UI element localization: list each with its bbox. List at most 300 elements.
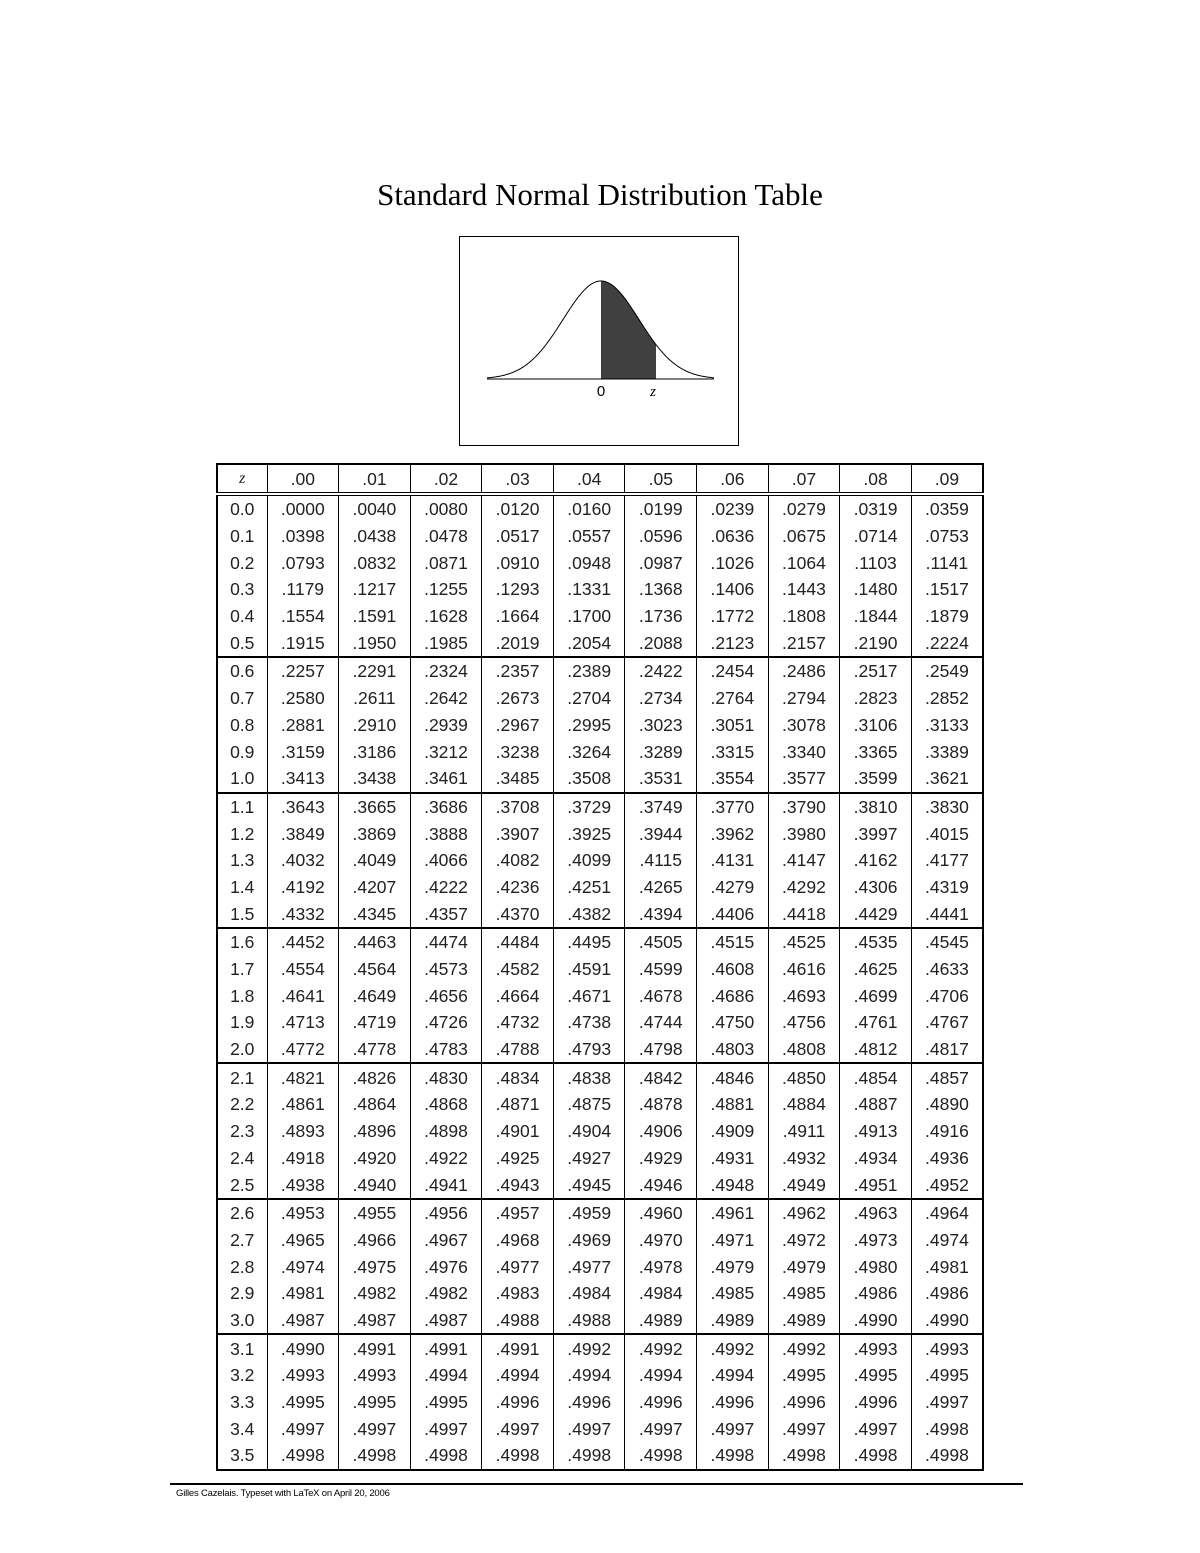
table-cell: .4986 bbox=[840, 1280, 912, 1307]
table-cell: .4982 bbox=[410, 1280, 482, 1307]
table-cell: .1064 bbox=[768, 549, 840, 576]
table-row bbox=[217, 1253, 983, 1280]
table-cell: .4868 bbox=[410, 1091, 482, 1118]
table-cell: .4932 bbox=[768, 1145, 840, 1172]
table-cell: .4049 bbox=[339, 847, 411, 874]
table-cell: .4279 bbox=[697, 874, 769, 901]
table-cell: .4995 bbox=[267, 1389, 339, 1416]
table-cell: .4292 bbox=[768, 874, 840, 901]
table-cell: .1554 bbox=[267, 603, 339, 630]
table-cell: .4699 bbox=[840, 982, 912, 1009]
table-cell: .4991 bbox=[482, 1334, 554, 1362]
table-cell: .2642 bbox=[410, 685, 482, 712]
row-z-value: 0.1 bbox=[217, 523, 267, 550]
table-cell: .2704 bbox=[553, 685, 625, 712]
row-z-value: 1.4 bbox=[217, 874, 267, 901]
table-cell: .2794 bbox=[768, 685, 840, 712]
table-cell: .2764 bbox=[697, 685, 769, 712]
row-z-value: 2.9 bbox=[217, 1280, 267, 1307]
row-z-value: 0.2 bbox=[217, 549, 267, 576]
shaded-area bbox=[601, 281, 656, 379]
table-cell: .4772 bbox=[267, 1036, 339, 1064]
table-cell: .2291 bbox=[339, 657, 411, 685]
table-cell: .3997 bbox=[840, 820, 912, 847]
table-cell: .4265 bbox=[625, 874, 697, 901]
table-row bbox=[217, 765, 983, 793]
table-cell: .4441 bbox=[911, 900, 983, 928]
row-z-value: 2.3 bbox=[217, 1118, 267, 1145]
table-cell: .2224 bbox=[911, 629, 983, 657]
table-cell: .3749 bbox=[625, 793, 697, 821]
table-cell: .4162 bbox=[840, 847, 912, 874]
table-cell: .3133 bbox=[911, 712, 983, 739]
table-cell: .4147 bbox=[768, 847, 840, 874]
table-cell: .2357 bbox=[482, 657, 554, 685]
row-z-value: 1.1 bbox=[217, 793, 267, 821]
table-cell: .3051 bbox=[697, 712, 769, 739]
table-cell: .4985 bbox=[697, 1280, 769, 1307]
column-header: .06 bbox=[697, 464, 769, 494]
table-cell: .4918 bbox=[267, 1145, 339, 1172]
table-cell: .0714 bbox=[840, 523, 912, 550]
table-row bbox=[217, 1063, 983, 1091]
table-cell: .1103 bbox=[840, 549, 912, 576]
table-cell: .2454 bbox=[697, 657, 769, 685]
table-cell: .3810 bbox=[840, 793, 912, 821]
table-cell: .1293 bbox=[482, 576, 554, 603]
table-cell: .0438 bbox=[339, 523, 411, 550]
table-cell: .4989 bbox=[768, 1307, 840, 1335]
table-cell: .3438 bbox=[339, 765, 411, 793]
table-cell: .4998 bbox=[553, 1442, 625, 1470]
table-cell: .0160 bbox=[553, 494, 625, 523]
table-cell: .4988 bbox=[553, 1307, 625, 1335]
table-cell: .4968 bbox=[482, 1227, 554, 1254]
table-cell: .1480 bbox=[840, 576, 912, 603]
table-cell: .4913 bbox=[840, 1118, 912, 1145]
table-cell: .2580 bbox=[267, 685, 339, 712]
table-row bbox=[217, 982, 983, 1009]
table-cell: .4980 bbox=[840, 1253, 912, 1280]
table-cell: .4973 bbox=[840, 1227, 912, 1254]
table-cell: .4952 bbox=[911, 1171, 983, 1199]
table-cell: .1368 bbox=[625, 576, 697, 603]
table-cell: .0319 bbox=[840, 494, 912, 523]
table-cell: .3554 bbox=[697, 765, 769, 793]
table-cell: .3289 bbox=[625, 738, 697, 765]
table-cell: .4979 bbox=[697, 1253, 769, 1280]
table-cell: .4997 bbox=[625, 1415, 697, 1442]
table-cell: .4846 bbox=[697, 1063, 769, 1091]
table-cell: .4649 bbox=[339, 982, 411, 1009]
table-row bbox=[217, 1009, 983, 1036]
table-row bbox=[217, 576, 983, 603]
footer-credit: Gilles Cazelais. Typeset with LaTeX on April 20, 2006 bbox=[176, 1488, 390, 1499]
table-row bbox=[217, 1280, 983, 1307]
column-header: .04 bbox=[553, 464, 625, 494]
table-cell: .4996 bbox=[625, 1389, 697, 1416]
row-z-value: 2.1 bbox=[217, 1063, 267, 1091]
table-cell: .3365 bbox=[840, 738, 912, 765]
zero-label: 0 bbox=[596, 383, 606, 400]
table-cell: .4945 bbox=[553, 1171, 625, 1199]
table-cell: .4940 bbox=[339, 1171, 411, 1199]
table-cell: .0080 bbox=[410, 494, 482, 523]
table-cell: .4911 bbox=[768, 1118, 840, 1145]
table-cell: .4955 bbox=[339, 1199, 411, 1227]
table-cell: .4962 bbox=[768, 1199, 840, 1227]
row-z-value: 2.4 bbox=[217, 1145, 267, 1172]
table-cell: .4998 bbox=[697, 1442, 769, 1470]
table-cell: .4998 bbox=[768, 1442, 840, 1470]
table-cell: .4934 bbox=[840, 1145, 912, 1172]
table-cell: .4706 bbox=[911, 982, 983, 1009]
table-cell: .4115 bbox=[625, 847, 697, 874]
z-table bbox=[216, 463, 984, 1471]
table-cell: .3980 bbox=[768, 820, 840, 847]
column-header: .09 bbox=[911, 464, 983, 494]
table-cell: .4236 bbox=[482, 874, 554, 901]
table-cell: .1844 bbox=[840, 603, 912, 630]
table-cell: .1985 bbox=[410, 629, 482, 657]
table-cell: .3790 bbox=[768, 793, 840, 821]
table-cell: .4953 bbox=[267, 1199, 339, 1227]
z-label: z bbox=[650, 384, 656, 400]
table-cell: .4993 bbox=[840, 1334, 912, 1362]
table-cell: .4987 bbox=[410, 1307, 482, 1335]
table-cell: .4812 bbox=[840, 1036, 912, 1064]
table-cell: .4357 bbox=[410, 900, 482, 928]
table-cell: .4994 bbox=[625, 1362, 697, 1389]
table-cell: .4582 bbox=[482, 956, 554, 983]
table-cell: .4545 bbox=[911, 928, 983, 956]
table-cell: .4949 bbox=[768, 1171, 840, 1199]
table-cell: .4963 bbox=[840, 1199, 912, 1227]
table-cell: .2324 bbox=[410, 657, 482, 685]
row-z-value: 0.5 bbox=[217, 629, 267, 657]
table-cell: .4719 bbox=[339, 1009, 411, 1036]
table-cell: .4990 bbox=[911, 1307, 983, 1335]
table-cell: .4995 bbox=[410, 1389, 482, 1416]
table-cell: .3686 bbox=[410, 793, 482, 821]
table-cell: .1443 bbox=[768, 576, 840, 603]
table-cell: .3888 bbox=[410, 820, 482, 847]
table-row bbox=[217, 847, 983, 874]
table-cell: .4686 bbox=[697, 982, 769, 1009]
table-cell: .4625 bbox=[840, 956, 912, 983]
row-z-value: 2.6 bbox=[217, 1199, 267, 1227]
table-cell: .4884 bbox=[768, 1091, 840, 1118]
column-header: .07 bbox=[768, 464, 840, 494]
table-cell: .3023 bbox=[625, 712, 697, 739]
row-z-value: 1.5 bbox=[217, 900, 267, 928]
table-cell: .3729 bbox=[553, 793, 625, 821]
table-header-row bbox=[217, 464, 983, 494]
table-cell: .4976 bbox=[410, 1253, 482, 1280]
table-cell: .4131 bbox=[697, 847, 769, 874]
table-cell: .4975 bbox=[339, 1253, 411, 1280]
table-cell: .4608 bbox=[697, 956, 769, 983]
table-cell: .4997 bbox=[840, 1415, 912, 1442]
table-row bbox=[217, 523, 983, 550]
table-cell: .1517 bbox=[911, 576, 983, 603]
table-cell: .4959 bbox=[553, 1199, 625, 1227]
table-cell: .4177 bbox=[911, 847, 983, 874]
table-cell: .4998 bbox=[267, 1442, 339, 1470]
table-cell: .4463 bbox=[339, 928, 411, 956]
column-header: .00 bbox=[267, 464, 339, 494]
table-cell: .4922 bbox=[410, 1145, 482, 1172]
table-cell: .4842 bbox=[625, 1063, 697, 1091]
table-cell: .4936 bbox=[911, 1145, 983, 1172]
table-cell: .4997 bbox=[697, 1415, 769, 1442]
table-cell: .3508 bbox=[553, 765, 625, 793]
table-cell: .4906 bbox=[625, 1118, 697, 1145]
table-cell: .3770 bbox=[697, 793, 769, 821]
table-cell: .4965 bbox=[267, 1227, 339, 1254]
table-cell: .0987 bbox=[625, 549, 697, 576]
table-cell: .4345 bbox=[339, 900, 411, 928]
table-cell: .1736 bbox=[625, 603, 697, 630]
table-cell: .4671 bbox=[553, 982, 625, 1009]
table-cell: .4931 bbox=[697, 1145, 769, 1172]
table-cell: .4987 bbox=[267, 1307, 339, 1335]
table-cell: .2939 bbox=[410, 712, 482, 739]
table-cell: .4998 bbox=[840, 1442, 912, 1470]
row-z-value: 0.8 bbox=[217, 712, 267, 739]
table-cell: .3665 bbox=[339, 793, 411, 821]
table-cell: .4664 bbox=[482, 982, 554, 1009]
table-cell: .4394 bbox=[625, 900, 697, 928]
row-z-value: 3.3 bbox=[217, 1389, 267, 1416]
table-cell: .1217 bbox=[339, 576, 411, 603]
table-cell: .4988 bbox=[482, 1307, 554, 1335]
table-cell: .4826 bbox=[339, 1063, 411, 1091]
row-z-value: 2.2 bbox=[217, 1091, 267, 1118]
table-cell: .1406 bbox=[697, 576, 769, 603]
table-cell: .2995 bbox=[553, 712, 625, 739]
table-cell: .4678 bbox=[625, 982, 697, 1009]
table-cell: .2019 bbox=[482, 629, 554, 657]
table-cell: .4995 bbox=[339, 1389, 411, 1416]
row-z-value: 3.0 bbox=[217, 1307, 267, 1335]
table-cell: .4854 bbox=[840, 1063, 912, 1091]
table-cell: .2517 bbox=[840, 657, 912, 685]
table-cell: .4990 bbox=[267, 1334, 339, 1362]
table-cell: .4948 bbox=[697, 1171, 769, 1199]
table-row bbox=[217, 549, 983, 576]
page-title: Standard Normal Distribution Table bbox=[377, 176, 823, 212]
table-cell: .2910 bbox=[339, 712, 411, 739]
table-cell: .1591 bbox=[339, 603, 411, 630]
table-cell: .4977 bbox=[482, 1253, 554, 1280]
table-cell: .4738 bbox=[553, 1009, 625, 1036]
table-row bbox=[217, 1171, 983, 1199]
normal-curve-figure bbox=[459, 236, 739, 446]
table-cell: .3461 bbox=[410, 765, 482, 793]
table-row bbox=[217, 629, 983, 657]
column-header: .03 bbox=[482, 464, 554, 494]
row-z-value: 3.2 bbox=[217, 1362, 267, 1389]
table-cell: .3708 bbox=[482, 793, 554, 821]
table-cell: .0948 bbox=[553, 549, 625, 576]
table-cell: .0793 bbox=[267, 549, 339, 576]
table-cell: .4925 bbox=[482, 1145, 554, 1172]
table-cell: .4974 bbox=[267, 1253, 339, 1280]
table-cell: .4998 bbox=[911, 1415, 983, 1442]
table-cell: .4783 bbox=[410, 1036, 482, 1064]
table-cell: .4484 bbox=[482, 928, 554, 956]
row-z-value: 1.9 bbox=[217, 1009, 267, 1036]
table-cell: .4997 bbox=[482, 1415, 554, 1442]
table-cell: .4956 bbox=[410, 1199, 482, 1227]
table-cell: .1026 bbox=[697, 549, 769, 576]
table-cell: .4515 bbox=[697, 928, 769, 956]
table-cell: .4964 bbox=[911, 1199, 983, 1227]
row-z-value: 2.0 bbox=[217, 1036, 267, 1064]
table-cell: .4591 bbox=[553, 956, 625, 983]
table-cell: .4982 bbox=[339, 1280, 411, 1307]
table-row bbox=[217, 1091, 983, 1118]
table-cell: .4838 bbox=[553, 1063, 625, 1091]
table-cell: .4901 bbox=[482, 1118, 554, 1145]
table-cell: .3907 bbox=[482, 820, 554, 847]
table-cell: .4920 bbox=[339, 1145, 411, 1172]
table-cell: .1255 bbox=[410, 576, 482, 603]
table-cell: .4997 bbox=[553, 1415, 625, 1442]
table-cell: .4972 bbox=[768, 1227, 840, 1254]
table-cell: .3962 bbox=[697, 820, 769, 847]
table-cell: .3264 bbox=[553, 738, 625, 765]
table-cell: .1950 bbox=[339, 629, 411, 657]
row-z-value: 2.7 bbox=[217, 1227, 267, 1254]
table-cell: .3106 bbox=[840, 712, 912, 739]
table-cell: .4957 bbox=[482, 1199, 554, 1227]
table-cell: .4998 bbox=[482, 1442, 554, 1470]
table-cell: .1915 bbox=[267, 629, 339, 657]
table-row bbox=[217, 1334, 983, 1362]
table-cell: .2486 bbox=[768, 657, 840, 685]
table-cell: .4656 bbox=[410, 982, 482, 1009]
table-row bbox=[217, 1227, 983, 1254]
table-cell: .4808 bbox=[768, 1036, 840, 1064]
table-cell: .2088 bbox=[625, 629, 697, 657]
table-cell: .4803 bbox=[697, 1036, 769, 1064]
table-cell: .4896 bbox=[339, 1118, 411, 1145]
table-cell: .4951 bbox=[840, 1171, 912, 1199]
table-cell: .4726 bbox=[410, 1009, 482, 1036]
table-cell: .4633 bbox=[911, 956, 983, 983]
table-cell: .3621 bbox=[911, 765, 983, 793]
row-z-value: 3.1 bbox=[217, 1334, 267, 1362]
table-cell: .4251 bbox=[553, 874, 625, 901]
row-z-value: 2.8 bbox=[217, 1253, 267, 1280]
table-cell: .2123 bbox=[697, 629, 769, 657]
table-cell: .4857 bbox=[911, 1063, 983, 1091]
table-cell: .2734 bbox=[625, 685, 697, 712]
table-cell: .4850 bbox=[768, 1063, 840, 1091]
table-cell: .3485 bbox=[482, 765, 554, 793]
table-cell: .3159 bbox=[267, 738, 339, 765]
table-cell: .4946 bbox=[625, 1171, 697, 1199]
table-cell: .0000 bbox=[267, 494, 339, 523]
table-cell: .4474 bbox=[410, 928, 482, 956]
table-cell: .4554 bbox=[267, 956, 339, 983]
table-cell: .3186 bbox=[339, 738, 411, 765]
table-cell: .1700 bbox=[553, 603, 625, 630]
column-header-z: z bbox=[217, 464, 267, 494]
footer-divider bbox=[170, 1483, 1023, 1485]
table-cell: .4616 bbox=[768, 956, 840, 983]
row-z-value: 1.6 bbox=[217, 928, 267, 956]
table-cell: .4099 bbox=[553, 847, 625, 874]
column-header: .08 bbox=[840, 464, 912, 494]
row-z-value: 3.5 bbox=[217, 1442, 267, 1470]
table-cell: .3212 bbox=[410, 738, 482, 765]
table-cell: .4992 bbox=[553, 1334, 625, 1362]
table-cell: .4967 bbox=[410, 1227, 482, 1254]
table-cell: .2157 bbox=[768, 629, 840, 657]
table-cell: .4429 bbox=[840, 900, 912, 928]
table-cell: .0596 bbox=[625, 523, 697, 550]
table-cell: .4998 bbox=[410, 1442, 482, 1470]
table-cell: .4929 bbox=[625, 1145, 697, 1172]
table-row bbox=[217, 1362, 983, 1389]
table-row bbox=[217, 1118, 983, 1145]
table-cell: .3869 bbox=[339, 820, 411, 847]
table-cell: .4909 bbox=[697, 1118, 769, 1145]
table-cell: .4992 bbox=[625, 1334, 697, 1362]
table-cell: .0517 bbox=[482, 523, 554, 550]
table-cell: .3531 bbox=[625, 765, 697, 793]
table-row bbox=[217, 1307, 983, 1335]
table-cell: .4987 bbox=[339, 1307, 411, 1335]
table-cell: .4599 bbox=[625, 956, 697, 983]
table-row bbox=[217, 928, 983, 956]
table-cell: .4015 bbox=[911, 820, 983, 847]
table-cell: .0359 bbox=[911, 494, 983, 523]
table-cell: .4996 bbox=[768, 1389, 840, 1416]
table-cell: .4969 bbox=[553, 1227, 625, 1254]
table-cell: .3830 bbox=[911, 793, 983, 821]
column-header: .01 bbox=[339, 464, 411, 494]
table-cell: .2967 bbox=[482, 712, 554, 739]
table-cell: .4996 bbox=[553, 1389, 625, 1416]
table-cell: .4788 bbox=[482, 1036, 554, 1064]
table-row bbox=[217, 1415, 983, 1442]
table-cell: .4871 bbox=[482, 1091, 554, 1118]
table-cell: .0279 bbox=[768, 494, 840, 523]
table-cell: .1179 bbox=[267, 576, 339, 603]
row-z-value: 1.0 bbox=[217, 765, 267, 793]
table-cell: .4222 bbox=[410, 874, 482, 901]
table-row bbox=[217, 956, 983, 983]
table-cell: .4761 bbox=[840, 1009, 912, 1036]
table-cell: .4878 bbox=[625, 1091, 697, 1118]
table-cell: .4893 bbox=[267, 1118, 339, 1145]
column-header: .05 bbox=[625, 464, 697, 494]
table-cell: .2190 bbox=[840, 629, 912, 657]
table-cell: .4991 bbox=[339, 1334, 411, 1362]
table-cell: .0239 bbox=[697, 494, 769, 523]
table-cell: .3643 bbox=[267, 793, 339, 821]
row-z-value: 2.5 bbox=[217, 1171, 267, 1199]
row-z-value: 0.7 bbox=[217, 685, 267, 712]
table-cell: .4941 bbox=[410, 1171, 482, 1199]
table-cell: .4744 bbox=[625, 1009, 697, 1036]
table-cell: .4564 bbox=[339, 956, 411, 983]
table-cell: .4994 bbox=[697, 1362, 769, 1389]
